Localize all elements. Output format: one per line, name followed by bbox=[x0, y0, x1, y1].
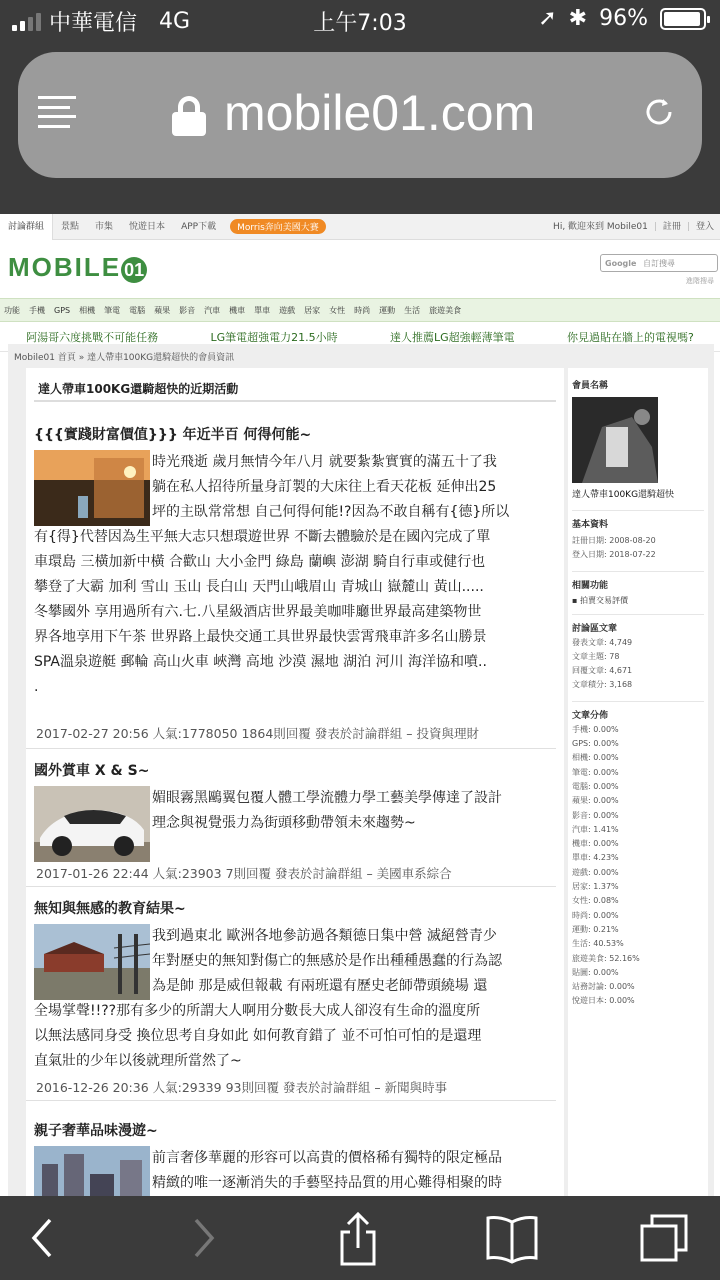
clock: 上午7:03 bbox=[313, 11, 407, 36]
category-link[interactable]: 相機 bbox=[79, 305, 96, 315]
ticker-link[interactable]: 阿湯哥六度挑戰不可能任務 bbox=[26, 330, 159, 344]
web-page bbox=[0, 214, 720, 1196]
post-meta: 2016-12-26 20:36 人氣:29339 93則回覆 發表於討論群組 – 新聞與時事 bbox=[36, 1080, 448, 1095]
battery-percent: 96% bbox=[599, 6, 648, 31]
url-domain[interactable]: mobile01.com bbox=[224, 85, 536, 141]
register-link[interactable]: 註冊 bbox=[662, 222, 681, 232]
distribution-label: 文章分佈 bbox=[572, 710, 609, 721]
category-link[interactable]: 機車 bbox=[229, 305, 246, 315]
category-link[interactable]: 生活 bbox=[404, 305, 421, 315]
post-excerpt: 時光飛逝 歲月無情今年八月 就要紮紮實實的滿五十了我 躺在私人招待所量身訂製的大床往上看天花板 延伸出25 坪的主臥常常想 自己何得何能!?因為不敢自稱有{德}所以 bbox=[152, 454, 510, 520]
status-right bbox=[538, 6, 706, 31]
category-nav bbox=[0, 298, 720, 322]
distribution-item: 手機: 0.00% bbox=[572, 724, 619, 734]
browser-chrome-top bbox=[0, 0, 720, 214]
network-type: 4G bbox=[159, 9, 191, 34]
tab-japan[interactable]: 悅遊日本 bbox=[129, 221, 166, 232]
distribution-item: 相機: 0.00% bbox=[572, 753, 619, 763]
tabs-icon[interactable] bbox=[636, 1210, 696, 1266]
category-link[interactable]: 汽車 bbox=[204, 305, 221, 315]
post-meta: 2017-01-26 22:44 人氣:23903 7則回覆 發表於討論群組 – 美國車系綜合 bbox=[36, 866, 452, 881]
ticker-link[interactable]: 達人推薦LG超強輕薄筆電 bbox=[389, 330, 515, 344]
menu-icon[interactable] bbox=[38, 96, 76, 128]
location-icon: ➚ bbox=[538, 6, 557, 31]
distribution-item: GPS: 0.00% bbox=[572, 739, 619, 749]
avatar[interactable] bbox=[572, 397, 658, 483]
site-logo[interactable]: MOBILE 01 bbox=[8, 252, 147, 283]
member-sidebar bbox=[568, 368, 708, 1196]
distribution-item: 影音: 0.00% bbox=[572, 810, 619, 820]
promo-badge[interactable]: Morris奔向美國大賽 bbox=[230, 219, 326, 234]
category-link[interactable]: 單車 bbox=[254, 305, 271, 315]
basic-info-label: 基本資料 bbox=[572, 520, 609, 530]
forum-stat: 回覆文章: 4,671 bbox=[572, 666, 633, 676]
distribution-item: 蘋果: 0.00% bbox=[572, 796, 619, 806]
login-date: 登入日期: 2018-07-22 bbox=[572, 550, 656, 560]
address-bar[interactable] bbox=[18, 52, 702, 178]
status-bar bbox=[0, 0, 720, 40]
browser-toolbar bbox=[0, 1196, 720, 1280]
category-link[interactable]: 女性 bbox=[329, 305, 346, 315]
distribution-item: 電腦: 0.00% bbox=[572, 781, 619, 791]
category-link[interactable]: 運動 bbox=[379, 305, 396, 315]
category-link[interactable]: 手機 bbox=[29, 305, 45, 315]
distribution-item: 悅遊日本: 0.00% bbox=[572, 996, 635, 1006]
distribution-item: 時尚: 0.00% bbox=[572, 910, 619, 920]
post-excerpt: 媚眼霧黑鷗翼包覆人體工學流體力學工藝美學傳達了設計 理念與視覺張力為街頭移動帶領未來趨勢~ bbox=[152, 790, 502, 831]
forum-stat: 發表文章: 4,749 bbox=[572, 637, 633, 647]
forum-stat: 文章主題: 78 bbox=[572, 651, 620, 661]
lock-icon bbox=[172, 96, 206, 136]
search-placeholder: 自訂搜尋 bbox=[643, 259, 675, 268]
tab-spots[interactable]: 景點 bbox=[61, 221, 80, 232]
forum-stats bbox=[572, 636, 704, 693]
post-title[interactable]: 無知與無感的教育結果~ bbox=[34, 901, 186, 917]
post-meta: 2017-02-27 20:56 人氣:1778050 1864則回覆 發表於討論群組 – 投資與理財 bbox=[36, 726, 479, 741]
distribution-item: 生活: 40.53% bbox=[572, 939, 624, 949]
register-date: 註冊日期: 2008-08-20 bbox=[572, 536, 656, 545]
site-header bbox=[0, 240, 720, 298]
post-excerpt: 前言奢侈華麗的形容可以高貴的價格稀有獨特的限定極品 精緻的唯一逐漸消失的手藝堅持品質的用心難得相聚的時 bbox=[152, 1150, 502, 1191]
post-thumbnail[interactable] bbox=[34, 1146, 150, 1196]
tab-forums[interactable]: 討論群組 bbox=[0, 214, 53, 240]
post-thumbnail[interactable] bbox=[34, 450, 150, 526]
post-item bbox=[34, 1120, 560, 1196]
bluetooth-icon: ✱ bbox=[568, 6, 588, 31]
ticker-link[interactable]: LG筆電超強電力21.5小時 bbox=[210, 330, 338, 344]
post-title[interactable]: {{{實踐財富價值}}} 年近半百 何得何能~ bbox=[34, 427, 312, 443]
distribution-item: 筆電: 0.00% bbox=[572, 767, 619, 777]
tab-app[interactable]: APP下載 bbox=[181, 221, 217, 232]
battery-icon bbox=[660, 8, 706, 30]
forum-stats-label: 討論區文章 bbox=[572, 623, 618, 634]
post-item bbox=[34, 760, 560, 894]
post-excerpt-cont: 有{得}代替因為生平無大志只想環遊世界 不斷去體驗於是在國內完成了單 車環島 三橫加新中橫 合歡山 大小金門 綠島 蘭嶼 澎湖 騎自行車或健行也 攀登了大霸 加利 雪山 玉山 長白山 天門山峨眉山 青城山 嶽麓山 黃山..... 冬攀國外 享用過所有六.七.八星級酒店世界最美咖啡廳世界最高建築物世 界各地享用下午茶 世界路上最快交通工具世界最快雲霄飛車許多名山勝景 SPA溫泉遊艇 郵輪 高山火車 峽灣 高地 沙漠 濕地 湖泊 河川 海洋協和噴.. . bbox=[34, 529, 491, 695]
distribution-item: 站務討論: 0.00% bbox=[572, 982, 635, 992]
post-item bbox=[34, 898, 560, 1120]
distribution-item: 遊戲: 0.00% bbox=[572, 867, 619, 877]
distribution-item: 汽車: 1.41% bbox=[572, 824, 619, 834]
forum-stat: 文章積分: 3,168 bbox=[572, 680, 633, 690]
post-excerpt-cont: 全場掌聲!!??那有多少的所謂大人啊用分數長大成人卻沒有生命的溫度所 以無法感同身受 換位思考自身如此 如何教育錯了 並不可怕可怕的是還理 直氣壯的少年以後就理所當然了~ bbox=[34, 1003, 482, 1069]
content-area bbox=[8, 344, 714, 1196]
activity-panel bbox=[26, 368, 564, 1196]
member-name[interactable]: 達人帶車100KG還騎超快 bbox=[572, 490, 675, 500]
tab-market[interactable]: 市集 bbox=[95, 221, 114, 232]
reload-icon[interactable] bbox=[642, 94, 676, 138]
category-link[interactable]: 居家 bbox=[304, 305, 321, 315]
category-link[interactable]: 功能 bbox=[4, 305, 20, 315]
category-link[interactable]: GPS bbox=[54, 305, 71, 315]
distribution-list bbox=[572, 723, 704, 1009]
member-name-label: 會員名稱 bbox=[572, 381, 609, 391]
category-link[interactable]: 時尚 bbox=[354, 305, 371, 315]
post-item bbox=[34, 424, 560, 754]
carrier: 中華電信 bbox=[49, 11, 138, 36]
forward-icon[interactable] bbox=[172, 1210, 232, 1266]
category-link[interactable]: 影音 bbox=[179, 305, 196, 315]
related-label: 相關功能 bbox=[572, 580, 609, 591]
trade-rating-link[interactable]: ▪ 拍賣交易評價 bbox=[572, 595, 628, 605]
breadcrumb[interactable]: Mobile01 首頁 » 達人帶車100KG還騎超快的會員資訊 bbox=[14, 353, 235, 363]
distribution-item: 女性: 0.08% bbox=[572, 896, 619, 906]
distribution-item: 單車: 4.23% bbox=[572, 853, 619, 863]
post-thumbnail[interactable] bbox=[34, 924, 150, 1000]
category-link[interactable]: 遊戲 bbox=[279, 305, 296, 315]
category-link[interactable]: 蘋果 bbox=[154, 305, 171, 315]
distribution-item: 居家: 1.37% bbox=[572, 882, 619, 892]
post-excerpt: 我到過東北 歐洲各地參訪過各類德日集中營 滅絕營青少 年對歷史的無知對傷亡的無感於是作出種種愚蠢的行為認 為是帥 那是威但報載 有兩班還有歷史老師帶頭繞場 還 bbox=[152, 928, 502, 994]
ticker-link[interactable]: 你見過貼在牆上的電視嗎? bbox=[566, 330, 694, 344]
category-link[interactable]: 旅遊美食 bbox=[429, 305, 462, 315]
post-title[interactable]: 國外賞車 X & S~ bbox=[34, 763, 150, 779]
bookmarks-icon[interactable] bbox=[482, 1210, 542, 1266]
distribution-item: 旅遊美食: 52.16% bbox=[572, 953, 640, 963]
post-thumbnail[interactable] bbox=[34, 786, 150, 862]
account-links: Hi, 歡迎來到 Mobile01 | 註冊 | 登入 bbox=[553, 214, 714, 240]
post-title[interactable]: 親子奢華品味漫遊~ bbox=[34, 1123, 158, 1139]
category-link[interactable]: 電腦 bbox=[129, 305, 146, 315]
category-link[interactable]: 筆電 bbox=[104, 305, 121, 315]
distribution-item: 貼圖: 0.00% bbox=[572, 967, 619, 977]
search-input[interactable] bbox=[600, 254, 718, 272]
google-label: Google bbox=[605, 259, 637, 268]
panel-heading: 達人帶車100KG還騎超快的近期活動 bbox=[34, 368, 556, 402]
top-navigation bbox=[0, 214, 720, 240]
distribution-item: 機車: 0.00% bbox=[572, 839, 619, 849]
advanced-search-link[interactable]: 進階搜尋 bbox=[686, 277, 714, 285]
share-icon[interactable] bbox=[328, 1210, 388, 1266]
greeting: Hi, 歡迎來到 Mobile01 bbox=[553, 222, 648, 232]
distribution-item: 運動: 0.21% bbox=[572, 924, 619, 934]
login-link[interactable]: 登入 bbox=[695, 222, 714, 232]
back-icon[interactable] bbox=[14, 1210, 74, 1266]
